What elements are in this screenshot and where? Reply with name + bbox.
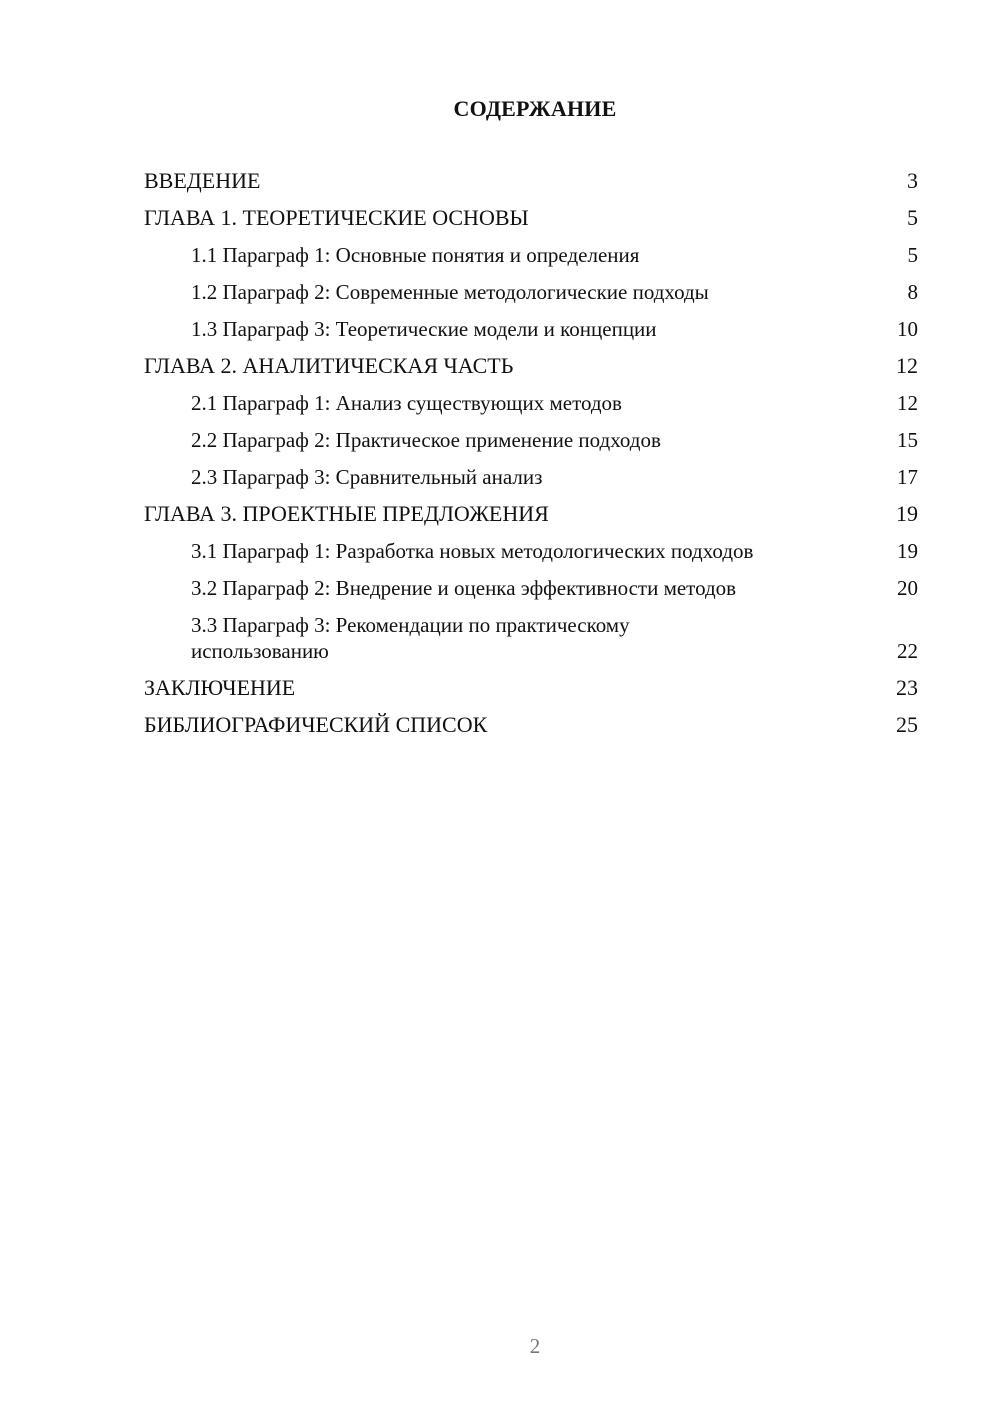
toc-entry-section-2-3[interactable] — [144, 464, 920, 490]
toc-entry-label: ГЛАВА 3. ПРОЕКТНЫЕ ПРЕДЛОЖЕНИЯ — [144, 501, 549, 526]
toc-entry-label: 1.2 Параграф 2: Современные методологические подходы — [191, 280, 709, 304]
toc-entry-section-3-2[interactable] — [144, 575, 920, 601]
toc-entry-label: БИБЛИОГРАФИЧЕСКИЙ СПИСОК — [144, 712, 488, 737]
page-number: 2 — [529, 1334, 541, 1358]
toc-entry-label: 3.1 Параграф 1: Разработка новых методологических подходов — [191, 539, 754, 563]
toc-entry-chapter-2[interactable] — [144, 353, 920, 379]
toc-entry-section-3-1[interactable] — [144, 538, 920, 564]
toc-entry-page: 23 — [896, 675, 918, 700]
toc-entry-label: 2.2 Параграф 2: Практическое применение подходов — [191, 428, 661, 452]
toc-entry-section-2-1[interactable] — [144, 390, 920, 416]
toc-entry-page: 20 — [897, 576, 918, 600]
toc-entry-label: 3.3 Параграф 3: Рекомендации по практическому использованию — [191, 613, 630, 663]
toc-entry-label: ГЛАВА 1. ТЕОРЕТИЧЕСКИЕ ОСНОВЫ — [144, 205, 529, 230]
table-of-contents — [144, 168, 920, 749]
toc-entry-label: ГЛАВА 2. АНАЛИТИЧЕСКАЯ ЧАСТЬ — [144, 353, 514, 378]
toc-entry-page: 19 — [897, 539, 918, 563]
toc-entry-section-1-1[interactable] — [144, 242, 920, 268]
toc-entry-label: 1.3 Параграф 3: Теоретические модели и концепции — [191, 317, 657, 341]
toc-entry-page: 3 — [907, 168, 918, 193]
toc-entry-label: 3.2 Параграф 2: Внедрение и оценка эффективности методов — [191, 576, 737, 600]
toc-entry-page: 22 — [897, 639, 918, 663]
toc-entry-label: 2.1 Параграф 1: Анализ существующих методов — [191, 391, 622, 415]
toc-entry-chapter-3[interactable] — [144, 501, 920, 527]
toc-entry-conclusion[interactable] — [144, 675, 920, 701]
toc-entry-page: 12 — [896, 353, 918, 378]
toc-entry-label: 2.3 Параграф 3: Сравнительный анализ — [191, 465, 543, 489]
toc-entry-page: 8 — [907, 280, 918, 304]
toc-entry-page: 12 — [897, 391, 918, 415]
toc-entry-page: 5 — [907, 243, 918, 267]
toc-entry-page: 10 — [897, 317, 918, 341]
toc-entry-label: ВВЕДЕНИЕ — [144, 168, 261, 193]
toc-entry-label: ЗАКЛЮЧЕНИЕ — [144, 675, 296, 700]
page-title: СОДЕРЖАНИЕ — [453, 96, 617, 121]
toc-entry-bibliography[interactable] — [144, 712, 920, 738]
toc-entry-page: 19 — [896, 501, 918, 526]
toc-entry-section-1-2[interactable] — [144, 279, 920, 305]
toc-entry-label: 1.1 Параграф 1: Основные понятия и определения — [191, 243, 640, 267]
toc-entry-page: 25 — [896, 712, 918, 737]
toc-entry-page: 17 — [897, 465, 918, 489]
toc-entry-page: 5 — [907, 205, 918, 230]
toc-entry-page: 15 — [897, 428, 918, 452]
toc-entry-chapter-1[interactable] — [144, 205, 920, 231]
toc-entry-introduction[interactable] — [144, 168, 920, 194]
toc-entry-section-3-3[interactable] — [144, 612, 920, 664]
toc-entry-section-1-3[interactable] — [144, 316, 920, 342]
toc-entry-section-2-2[interactable] — [144, 427, 920, 453]
